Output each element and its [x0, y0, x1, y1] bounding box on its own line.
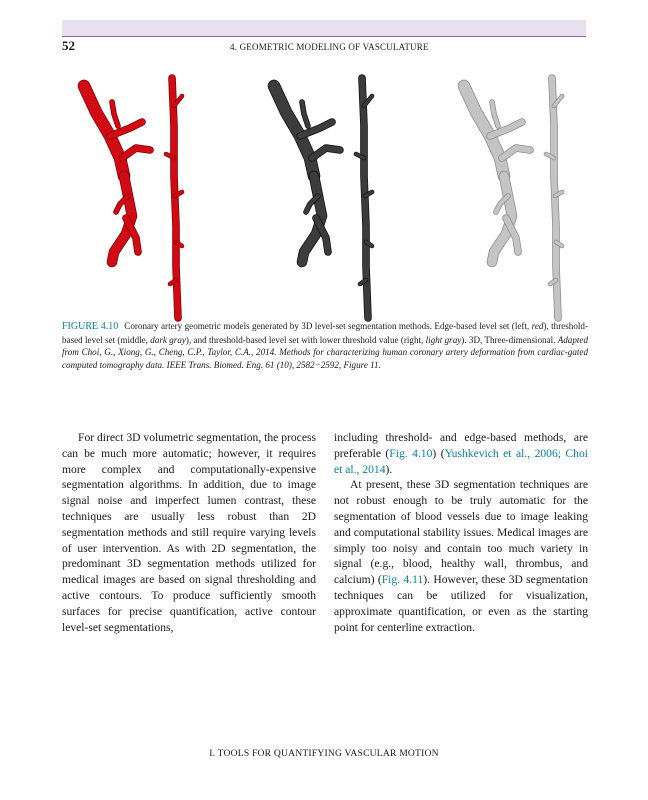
vessel-model-edge-based-level-set — [84, 78, 182, 318]
citation-link[interactable]: Yushkevich et al., 2006; Choi et al., 2014 — [334, 446, 588, 476]
text-run: including threshold- and edge-based methods, are preferable ( — [334, 431, 588, 460]
text-run: ). However, these 3D segmentation techniques can be utilized for visualization, approximate quantification, or even as the starting point for centerline extraction. — [334, 573, 588, 634]
figure-label: FIGURE 4.10 — [62, 321, 119, 332]
caption-run: dark gray — [150, 334, 186, 345]
caption-run: ). 3D, Three-dimensional. — [461, 334, 558, 345]
paragraph-at-present — [334, 477, 588, 635]
citation-link[interactable]: Fig. 4.11 — [381, 573, 424, 587]
figure-caption — [62, 320, 588, 371]
citation-link[interactable]: Fig. 4.10 — [389, 446, 433, 460]
text-run: ). — [385, 462, 393, 476]
paragraph-direct-3d-segmentation: For direct 3D volumetric segmentation, the process can be much more automatic; however, it requires more complex and computationally-expensive segmentation algorithms. In addition, due to image signal noise and imperfect lumen contrast, these techniques are usually less robust than 2D segmentation methods and still require varying levels of user intervention. As with 2D segmentation, the predominant 3D segmentation methods utilized for medical images are based on signal thresholding and active contours. To produce sufficiently smooth surfaces for precise quantification, active contour level-set segmentations, — [62, 431, 316, 634]
page-footer: I. TOOLS FOR QUANTIFYING VASCULAR MOTION — [209, 748, 439, 759]
body-column-left — [62, 430, 316, 635]
caption-run: red — [531, 321, 544, 331]
body-column-right — [334, 430, 588, 635]
coronary-artery-models-image — [62, 66, 586, 324]
figure-4-10 — [62, 66, 586, 324]
text-run: At present, these 3D segmentation techniques are not robust enough to be truly automatic for the segmentation of blood vessels due to image leaking and computational stability issues. Medical images are simply too noisy and contain too much variety in signal (e.g., blood, healthy wall, thrombus, and calcium) ( — [334, 478, 588, 587]
figure-caption-text — [62, 321, 588, 370]
caption-run: ), threshold-based level set (middle, — [62, 321, 588, 345]
text-run: ) ( — [432, 446, 445, 460]
vessel-model-threshold-lower-value — [464, 78, 562, 318]
caption-run: ), and threshold-based level set with lower threshold value (right, — [185, 334, 426, 345]
paragraph-continuation — [334, 430, 588, 477]
header-band — [62, 20, 586, 37]
caption-run: Adapted from Choi, G., Xiong, G., Cheng, C.P., Taylor, C.A., 2014. Methods for characterizing human coronary artery deformation from cardiac-gated computed tomography data. IEEE Trans. Biomed. Eng. 61 (10), 2582−2592, Figure 11. — [62, 334, 589, 370]
page-number: 52 — [62, 38, 75, 53]
vessel-model-threshold-based-level-set — [274, 78, 372, 318]
caption-run: light gray — [425, 334, 462, 345]
caption-run: Coronary artery geometric models generated by 3D level-set segmentation methods. Edge-based level set (left, — [124, 321, 532, 331]
running-head: 4. GEOMETRIC MODELING OF VASCULATURE — [230, 42, 429, 52]
